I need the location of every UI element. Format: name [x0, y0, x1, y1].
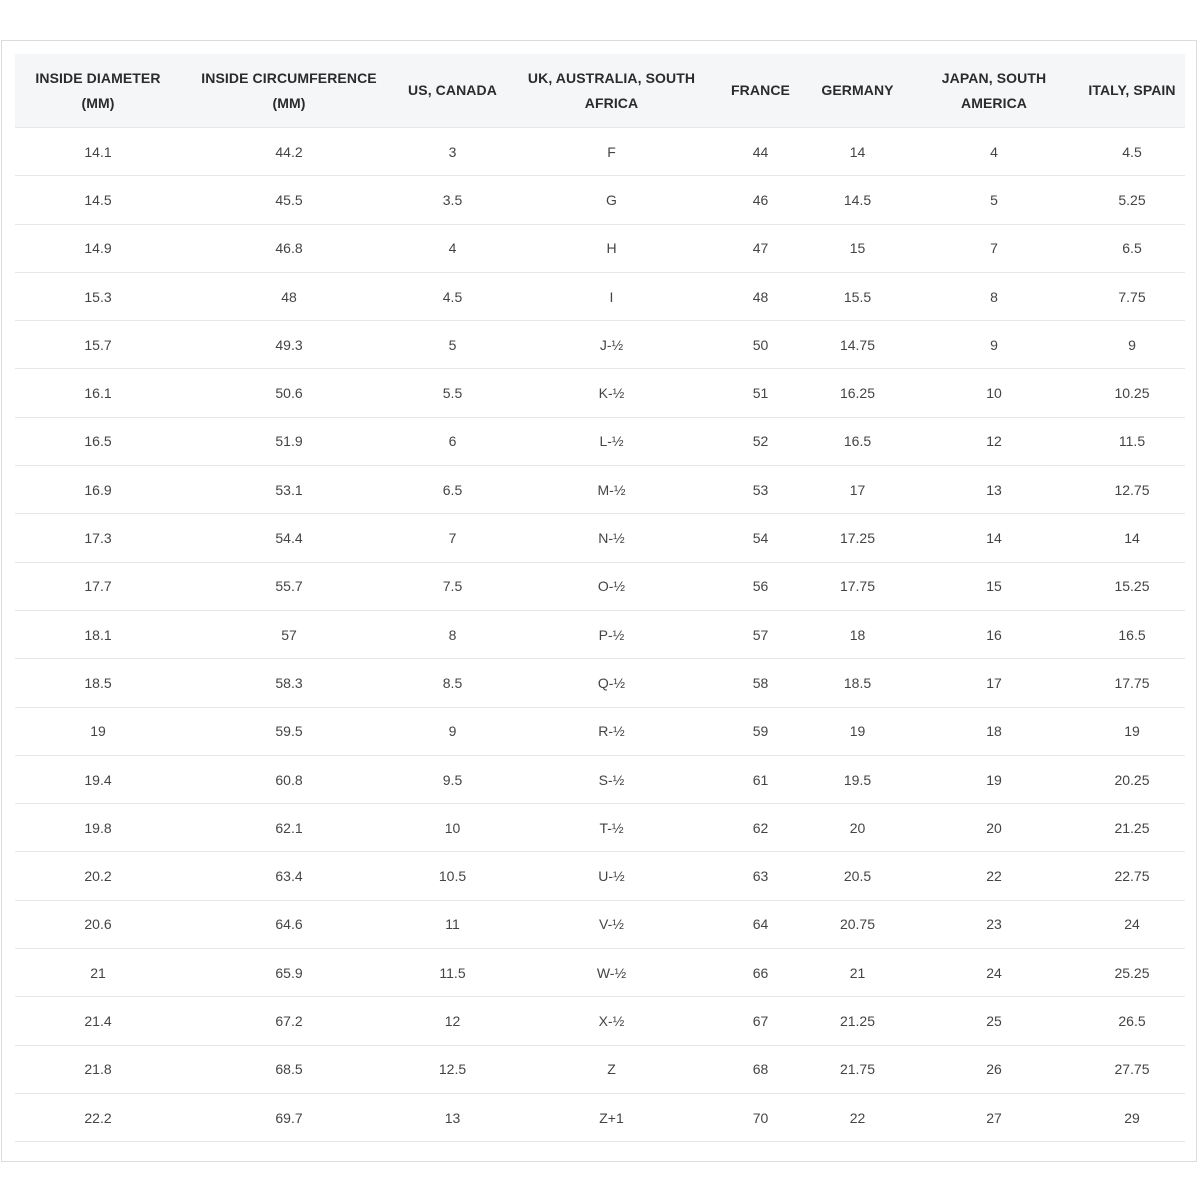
cell-france: 67	[715, 997, 806, 1045]
cell-inside-circumference: 55.7	[181, 562, 397, 610]
table-row	[15, 755, 1185, 803]
cell-japan-south-america: 15	[909, 562, 1079, 610]
cell-germany: 20.75	[806, 900, 909, 948]
cell-inside-circumference: 65.9	[181, 949, 397, 997]
cell-us-canada: 10	[397, 804, 508, 852]
cell-inside-diameter: 15.3	[15, 272, 181, 320]
table-row	[15, 514, 1185, 562]
cell-japan-south-america: 8	[909, 272, 1079, 320]
cell-us-canada: 11	[397, 900, 508, 948]
cell-us-canada: 12	[397, 997, 508, 1045]
cell-uk-australia-south-africa: K-½	[508, 369, 715, 417]
table-row	[15, 321, 1185, 369]
cell-italy-spain: 12.75	[1079, 466, 1185, 514]
cell-italy-spain: 4.5	[1079, 128, 1185, 176]
cell-germany: 17.25	[806, 514, 909, 562]
table-row	[15, 949, 1185, 997]
cell-france: 63	[715, 852, 806, 900]
cell-germany: 18	[806, 610, 909, 658]
cell-japan-south-america: 16	[909, 610, 1079, 658]
cell-uk-australia-south-africa: M-½	[508, 466, 715, 514]
cell-uk-australia-south-africa: W-½	[508, 949, 715, 997]
table-row	[15, 1045, 1185, 1093]
cell-us-canada: 4.5	[397, 272, 508, 320]
cell-inside-diameter: 21	[15, 949, 181, 997]
table-row	[15, 272, 1185, 320]
cell-uk-australia-south-africa: X-½	[508, 997, 715, 1045]
header-italy-spain: ITALY, SPAIN	[1079, 54, 1185, 128]
cell-italy-spain: 20.25	[1079, 755, 1185, 803]
cell-france: 61	[715, 755, 806, 803]
cell-us-canada: 4	[397, 224, 508, 272]
cell-germany: 19	[806, 707, 909, 755]
table-row	[15, 224, 1185, 272]
cell-inside-circumference: 51.9	[181, 417, 397, 465]
cell-france: 52	[715, 417, 806, 465]
cell-germany: 14.5	[806, 176, 909, 224]
cell-germany: 14	[806, 128, 909, 176]
cell-germany: 20.5	[806, 852, 909, 900]
header-france: FRANCE	[715, 54, 806, 128]
cell-italy-spain: 15.25	[1079, 562, 1185, 610]
cell-inside-circumference: 62.1	[181, 804, 397, 852]
cell-us-canada: 7	[397, 514, 508, 562]
cell-inside-diameter: 14.5	[15, 176, 181, 224]
cell-germany: 17	[806, 466, 909, 514]
cell-inside-diameter: 16.5	[15, 417, 181, 465]
cell-inside-diameter: 15.7	[15, 321, 181, 369]
cell-inside-circumference: 59.5	[181, 707, 397, 755]
cell-france: 58	[715, 659, 806, 707]
cell-italy-spain: 21.25	[1079, 804, 1185, 852]
table-header	[15, 54, 1185, 128]
header-inside-diameter: INSIDE DIAMETER (MM)	[15, 54, 181, 128]
cell-inside-circumference: 54.4	[181, 514, 397, 562]
cell-inside-circumference: 48	[181, 272, 397, 320]
cell-inside-circumference: 53.1	[181, 466, 397, 514]
cell-us-canada: 5.5	[397, 369, 508, 417]
cell-us-canada: 8.5	[397, 659, 508, 707]
cell-italy-spain: 5.25	[1079, 176, 1185, 224]
cell-japan-south-america: 14	[909, 514, 1079, 562]
cell-germany: 16.5	[806, 417, 909, 465]
header-germany: GERMANY	[806, 54, 909, 128]
header-us-canada: US, CANADA	[397, 54, 508, 128]
cell-italy-spain: 22.75	[1079, 852, 1185, 900]
cell-france: 51	[715, 369, 806, 417]
cell-japan-south-america: 7	[909, 224, 1079, 272]
cell-france: 70	[715, 1093, 806, 1141]
cell-france: 50	[715, 321, 806, 369]
cell-france: 56	[715, 562, 806, 610]
cell-inside-diameter: 19	[15, 707, 181, 755]
cell-inside-circumference: 45.5	[181, 176, 397, 224]
cell-inside-circumference: 46.8	[181, 224, 397, 272]
cell-germany: 19.5	[806, 755, 909, 803]
cell-uk-australia-south-africa: Q-½	[508, 659, 715, 707]
cell-germany: 22	[806, 1093, 909, 1141]
cell-inside-diameter: 16.1	[15, 369, 181, 417]
cell-france: 57	[715, 610, 806, 658]
cell-inside-diameter: 21.4	[15, 997, 181, 1045]
cell-japan-south-america: 20	[909, 804, 1079, 852]
cell-inside-circumference: 64.6	[181, 900, 397, 948]
cell-italy-spain: 11.5	[1079, 417, 1185, 465]
cell-japan-south-america: 24	[909, 949, 1079, 997]
ring-size-chart-frame	[1, 40, 1197, 1162]
cell-france: 54	[715, 514, 806, 562]
ring-size-table-wrapper	[15, 54, 1185, 1142]
cell-us-canada: 7.5	[397, 562, 508, 610]
cell-inside-diameter: 14.9	[15, 224, 181, 272]
cell-inside-circumference: 57	[181, 610, 397, 658]
cell-japan-south-america: 9	[909, 321, 1079, 369]
cell-uk-australia-south-africa: Z	[508, 1045, 715, 1093]
cell-japan-south-america: 12	[909, 417, 1079, 465]
cell-us-canada: 3.5	[397, 176, 508, 224]
cell-germany: 16.25	[806, 369, 909, 417]
cell-uk-australia-south-africa: P-½	[508, 610, 715, 658]
cell-inside-circumference: 63.4	[181, 852, 397, 900]
ring-size-table	[15, 54, 1185, 1142]
cell-germany: 14.75	[806, 321, 909, 369]
cell-italy-spain: 16.5	[1079, 610, 1185, 658]
cell-uk-australia-south-africa: T-½	[508, 804, 715, 852]
table-row	[15, 128, 1185, 176]
cell-inside-circumference: 50.6	[181, 369, 397, 417]
cell-uk-australia-south-africa: H	[508, 224, 715, 272]
cell-inside-diameter: 19.4	[15, 755, 181, 803]
cell-inside-circumference: 68.5	[181, 1045, 397, 1093]
table-row	[15, 369, 1185, 417]
cell-inside-circumference: 58.3	[181, 659, 397, 707]
table-row	[15, 659, 1185, 707]
table-row	[15, 466, 1185, 514]
table-row	[15, 707, 1185, 755]
table-row	[15, 804, 1185, 852]
cell-inside-diameter: 17.3	[15, 514, 181, 562]
cell-japan-south-america: 19	[909, 755, 1079, 803]
cell-japan-south-america: 27	[909, 1093, 1079, 1141]
header-inside-circumference: INSIDE CIRCUMFERENCE (MM)	[181, 54, 397, 128]
cell-france: 47	[715, 224, 806, 272]
cell-germany: 15	[806, 224, 909, 272]
header-row	[15, 54, 1185, 128]
cell-inside-diameter: 18.1	[15, 610, 181, 658]
cell-us-canada: 12.5	[397, 1045, 508, 1093]
cell-italy-spain: 27.75	[1079, 1045, 1185, 1093]
table-row	[15, 562, 1185, 610]
cell-uk-australia-south-africa: U-½	[508, 852, 715, 900]
cell-germany: 21.75	[806, 1045, 909, 1093]
cell-inside-circumference: 67.2	[181, 997, 397, 1045]
table-row	[15, 417, 1185, 465]
cell-japan-south-america: 25	[909, 997, 1079, 1045]
cell-japan-south-america: 13	[909, 466, 1079, 514]
cell-france: 53	[715, 466, 806, 514]
cell-japan-south-america: 26	[909, 1045, 1079, 1093]
cell-uk-australia-south-africa: F	[508, 128, 715, 176]
cell-uk-australia-south-africa: I	[508, 272, 715, 320]
cell-inside-circumference: 44.2	[181, 128, 397, 176]
cell-us-canada: 10.5	[397, 852, 508, 900]
cell-japan-south-america: 4	[909, 128, 1079, 176]
cell-france: 66	[715, 949, 806, 997]
cell-italy-spain: 17.75	[1079, 659, 1185, 707]
cell-us-canada: 6.5	[397, 466, 508, 514]
cell-italy-spain: 29	[1079, 1093, 1185, 1141]
cell-germany: 21	[806, 949, 909, 997]
cell-us-canada: 8	[397, 610, 508, 658]
cell-france: 62	[715, 804, 806, 852]
cell-france: 46	[715, 176, 806, 224]
header-uk-australia-south-africa: UK, AUSTRALIA, SOUTH AFRICA	[508, 54, 715, 128]
cell-japan-south-america: 5	[909, 176, 1079, 224]
cell-italy-spain: 6.5	[1079, 224, 1185, 272]
cell-japan-south-america: 18	[909, 707, 1079, 755]
cell-inside-diameter: 21.8	[15, 1045, 181, 1093]
cell-inside-diameter: 14.1	[15, 128, 181, 176]
cell-italy-spain: 7.75	[1079, 272, 1185, 320]
cell-uk-australia-south-africa: L-½	[508, 417, 715, 465]
table-row	[15, 176, 1185, 224]
cell-inside-circumference: 60.8	[181, 755, 397, 803]
header-japan-south-america: JAPAN, SOUTH AMERICA	[909, 54, 1079, 128]
cell-us-canada: 9	[397, 707, 508, 755]
cell-inside-circumference: 69.7	[181, 1093, 397, 1141]
cell-germany: 21.25	[806, 997, 909, 1045]
cell-uk-australia-south-africa: G	[508, 176, 715, 224]
table-row	[15, 852, 1185, 900]
cell-france: 44	[715, 128, 806, 176]
cell-us-canada: 6	[397, 417, 508, 465]
cell-inside-diameter: 19.8	[15, 804, 181, 852]
cell-germany: 18.5	[806, 659, 909, 707]
cell-uk-australia-south-africa: Z+1	[508, 1093, 715, 1141]
cell-france: 48	[715, 272, 806, 320]
cell-uk-australia-south-africa: N-½	[508, 514, 715, 562]
cell-italy-spain: 24	[1079, 900, 1185, 948]
cell-japan-south-america: 22	[909, 852, 1079, 900]
cell-us-canada: 13	[397, 1093, 508, 1141]
cell-us-canada: 5	[397, 321, 508, 369]
cell-inside-diameter: 16.9	[15, 466, 181, 514]
cell-france: 68	[715, 1045, 806, 1093]
cell-uk-australia-south-africa: O-½	[508, 562, 715, 610]
cell-uk-australia-south-africa: S-½	[508, 755, 715, 803]
cell-inside-diameter: 20.6	[15, 900, 181, 948]
cell-italy-spain: 14	[1079, 514, 1185, 562]
cell-japan-south-america: 23	[909, 900, 1079, 948]
table-row	[15, 610, 1185, 658]
cell-inside-diameter: 22.2	[15, 1093, 181, 1141]
cell-germany: 15.5	[806, 272, 909, 320]
cell-germany: 20	[806, 804, 909, 852]
cell-france: 59	[715, 707, 806, 755]
cell-japan-south-america: 17	[909, 659, 1079, 707]
cell-inside-diameter: 20.2	[15, 852, 181, 900]
cell-inside-diameter: 18.5	[15, 659, 181, 707]
cell-japan-south-america: 10	[909, 369, 1079, 417]
cell-uk-australia-south-africa: V-½	[508, 900, 715, 948]
cell-italy-spain: 25.25	[1079, 949, 1185, 997]
cell-uk-australia-south-africa: R-½	[508, 707, 715, 755]
cell-italy-spain: 9	[1079, 321, 1185, 369]
table-row	[15, 997, 1185, 1045]
cell-italy-spain: 26.5	[1079, 997, 1185, 1045]
cell-us-canada: 9.5	[397, 755, 508, 803]
cell-france: 64	[715, 900, 806, 948]
cell-italy-spain: 19	[1079, 707, 1185, 755]
table-row	[15, 900, 1185, 948]
cell-us-canada: 11.5	[397, 949, 508, 997]
table-row	[15, 1093, 1185, 1141]
cell-inside-circumference: 49.3	[181, 321, 397, 369]
cell-uk-australia-south-africa: J-½	[508, 321, 715, 369]
cell-italy-spain: 10.25	[1079, 369, 1185, 417]
cell-germany: 17.75	[806, 562, 909, 610]
table-body	[15, 128, 1185, 1142]
cell-inside-diameter: 17.7	[15, 562, 181, 610]
cell-us-canada: 3	[397, 128, 508, 176]
